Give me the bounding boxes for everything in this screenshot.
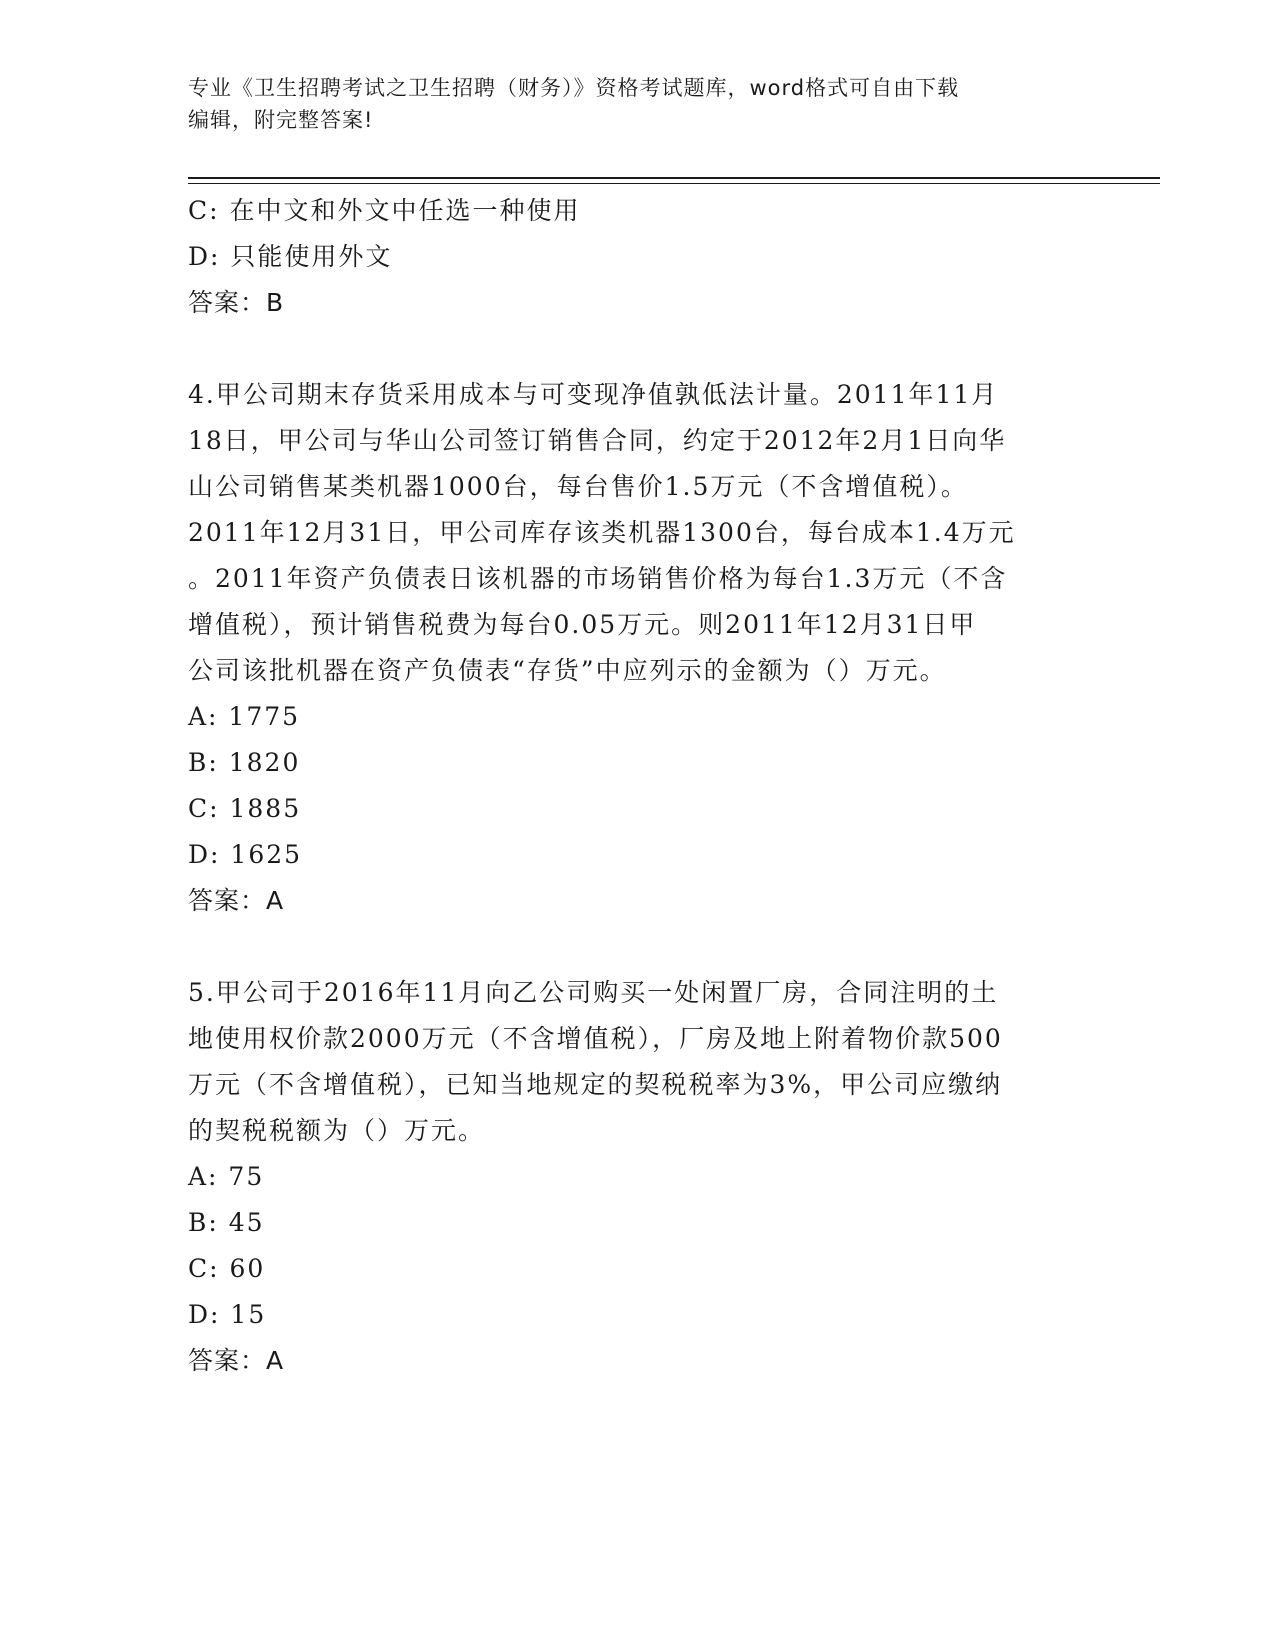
spacer bbox=[188, 326, 1088, 372]
question-text-line: 地使用权价款2000万元（不含增值税），厂房及地上附着物价款500 bbox=[188, 1024, 1003, 1053]
question-text-line: 增值税），预计销售税费为每台0.05万元。则2011年12月31日甲 bbox=[188, 610, 977, 639]
option-c: C: 60 bbox=[188, 1254, 266, 1283]
option-b: B: 45 bbox=[188, 1208, 265, 1237]
question-4 bbox=[188, 372, 1088, 924]
question-text-line: 万元（不含增值税），已知当地规定的契税税率为3%，甲公司应缴纳 bbox=[188, 1070, 1003, 1099]
header-divider-top bbox=[188, 177, 1160, 179]
option-a: A: 1775 bbox=[188, 702, 301, 731]
question-text-line: 山公司销售某类机器1000台，每台售价1.5万元（不含增值税）。 bbox=[188, 472, 968, 501]
question-text-line: 。2011年资产负债表日该机器的市场销售价格为每台1.3万元（不含 bbox=[188, 564, 1008, 593]
option-d: D: 只能使用外文 bbox=[188, 242, 393, 271]
answer-line: 答案：B bbox=[188, 288, 285, 317]
option-a: A: 75 bbox=[188, 1162, 265, 1191]
question-content bbox=[188, 188, 1088, 1384]
option-c: C: 在中文和外文中任选一种使用 bbox=[188, 196, 581, 225]
question-text-line: 公司该批机器在资产负债表“存货”中应列示的金额为（）万元。 bbox=[188, 656, 947, 685]
option-d: D: 1625 bbox=[188, 840, 303, 869]
answer-line: 答案：A bbox=[188, 886, 285, 915]
question-text-line: 4.甲公司期末存货采用成本与可变现净值孰低法计量。2011年11月 bbox=[188, 380, 999, 409]
spacer bbox=[188, 924, 1088, 970]
option-c: C: 1885 bbox=[188, 794, 302, 823]
question-text-line: 18日，甲公司与华山公司签订销售合同，约定于2012年2月1日向华 bbox=[188, 426, 1007, 455]
document-header bbox=[188, 72, 1088, 136]
option-d: D: 15 bbox=[188, 1300, 267, 1329]
header-line-2: 编辑，附完整答案! bbox=[188, 108, 374, 132]
question-5 bbox=[188, 970, 1088, 1384]
header-line-1: 专业《卫生招聘考试之卫生招聘（财务）》资格考试题库，word格式可自由下载 bbox=[188, 76, 960, 100]
question-text-line: 5.甲公司于2016年11月向乙公司购买一处闲置厂房，合同注明的土 bbox=[188, 978, 999, 1007]
answer-line: 答案：A bbox=[188, 1346, 285, 1375]
question-text-line: 的契税税额为（）万元。 bbox=[188, 1116, 486, 1145]
question-text-line: 2011年12月31日，甲公司库存该类机器1300台，每台成本1.4万元 bbox=[188, 518, 1016, 547]
header-divider-bottom bbox=[188, 183, 1160, 184]
option-b: B: 1820 bbox=[188, 748, 301, 777]
